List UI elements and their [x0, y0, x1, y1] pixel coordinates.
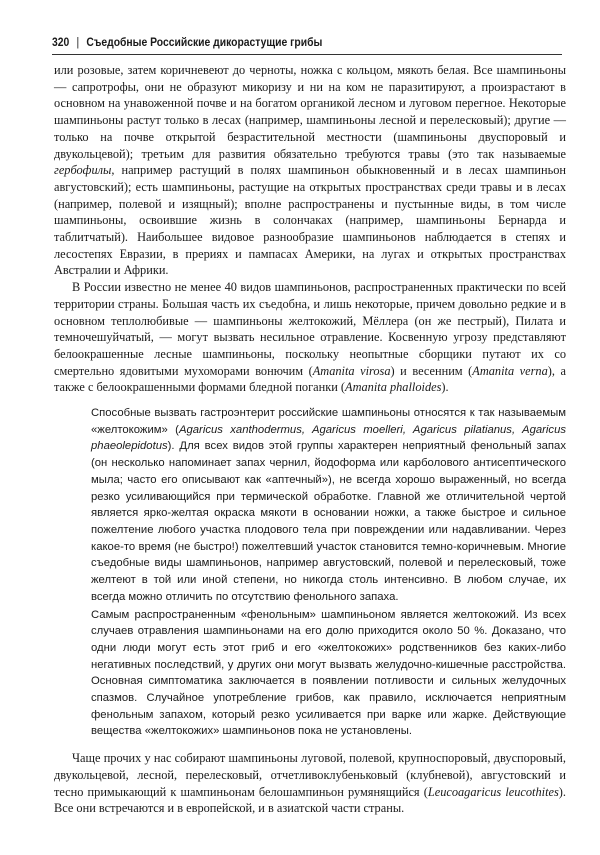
paragraph — [54, 279, 566, 396]
italic-term: гербофилы — [54, 163, 112, 178]
note-paragraph — [91, 405, 566, 605]
body-text — [54, 62, 566, 817]
text-run: ). Для всех видов этой группы характерен неприятный фенольный запах (он несколько напоминает запах чернил, йодоформа или карболового антисептического мыла; часто его описывают как «аптечный»), не всегда хорошо выраженный, но всегда резко усиливающийся при термической обработке. Главной же отличительной чертой является ярко-желтая окраска мякоти в основании ножки, а также быстрое и сильное пожелтение любого участка плодового тела при повреждении или надавливании. Через какое-то время (не быстро!) пожелтевший участок становится темно-коричневым. Многие съедобные виды шампиньонов, например августовский, полевой и перелесковый, тоже желтеют в той или иной степени, но никогда столь интенсивно. В любом случае, их всегда можно отличить по отсутствию фенольного запаха. — [91, 440, 566, 603]
text-run: или розовые, затем коричневеют до черноты, ножка с кольцом, мякоть белая. Все шампиньоны — сапротрофы, они не образуют микоризу и ни на ком не паразитируют, а произрастают в основном на унавоженной почве и на богатом органикой лесном и луговом перегное. Некоторые шампиньоны растут только в лесах (например, шампиньоны лесной и перелесковый); другие — только на почве открытой безрастительной местности (шампиньоны двуспоровый и двукольцевой); третьим для развития обязательно требуются травы (это так называемые — [54, 63, 566, 161]
note-paragraph — [91, 607, 566, 741]
text-run: ) и весенним ( — [390, 363, 473, 378]
header-separator: | — [76, 37, 80, 49]
text-run: В России известно не менее 40 видов шампиньонов, распространенных практически по всей территории страны. Большая часть их съедобна, и лишь некоторые, причем довольно редкие и в основном теплолюбивые — шампиньоны желтокожий, Мёллера (он же пестрый), Пилата и темночешуйчатый, — могут вызвать несильное отравление. Косвенную угрозу представляют белоокрашенные лесные шампиньоны, поскольку неопытные сборщики путают их со смертельно ядовитыми мухоморами вонючим ( — [54, 280, 566, 378]
text-run: ). — [441, 380, 449, 395]
italic-term: Leucoagaricus leucothites — [427, 784, 559, 799]
text-run: Самым распространенным «фенольным» шампиньоном является желтокожий. Из всех случаев отравления шампиньонами на его долю приходится около 50 %. Доказано, что одни люди могут есть этот гриб и его «желтокожих» родственников без каких-либо негативных последствий, у других они могут вызвать желудочно-кишечные расстройства. Основная симптоматика заключается в появлении потливости и сильных желудочных спазмов. Случайное употребление грибов, как правило, исключается неприятным фенольным запахом, который резко усиливается при варке или жарке. Действующие вещества «желтокожих» шампиньонов пока не установлены. — [91, 608, 566, 738]
text-run: Способные вызвать гастроэнтерит российские шампиньоны относятся к так называемым «желтокожим» ( — [91, 407, 566, 436]
italic-term: Amanita virosa — [312, 363, 391, 378]
paragraph — [54, 750, 566, 817]
running-header — [52, 32, 511, 54]
italic-term: Agaricus xanthodermus, Agaricus moelleri, Agaricus pilatianus, Agaricus phaeolepidotus — [91, 423, 566, 453]
paragraph — [54, 62, 566, 279]
indented-note-block — [91, 405, 566, 740]
text-run: Чаще прочих у нас собирают шампиньоны луговой, полевой, крупноспоровый, двуспоровый, двукольцевой, лесной, перелесковый, отчетливоклубеньковый (клубневой), августовский и тесно примыкающий к шампиньонам белошампиньон румянящийся ( — [54, 751, 566, 799]
header-rule — [52, 54, 562, 55]
text-run: , например растущий в полях шампиньон обыкновенный и в лесах шампиньон августовский); есть шампиньоны, растущие на открытых пространствах среди травы и в лесах (например, полевой и изящный); вполне распространены и пустынные виды, в том числе шампиньоны, освоившие жизнь в солончаках (например, шампиньоны Бернарда и таблитчатый). Наибольшее видовое разнообразие шампиньонов наблюдается в степях и лесостепях Евразии, в прериях и пампасах Америки, на лугах и открытых пространствах Австралии и Африки. — [54, 163, 566, 278]
text-run: ), а также с белоокрашенными формами бледной поганки ( — [54, 363, 566, 395]
text-run: ). Все они встречаются и в европейской, и в азиатской части страны. — [54, 784, 566, 816]
running-title: Съедобные Российские дикорастущие грибы — [86, 37, 323, 49]
italic-term: Amanita phalloides — [345, 380, 442, 395]
page-number: 320 — [52, 37, 70, 49]
italic-term: Amanita verna — [472, 363, 548, 378]
